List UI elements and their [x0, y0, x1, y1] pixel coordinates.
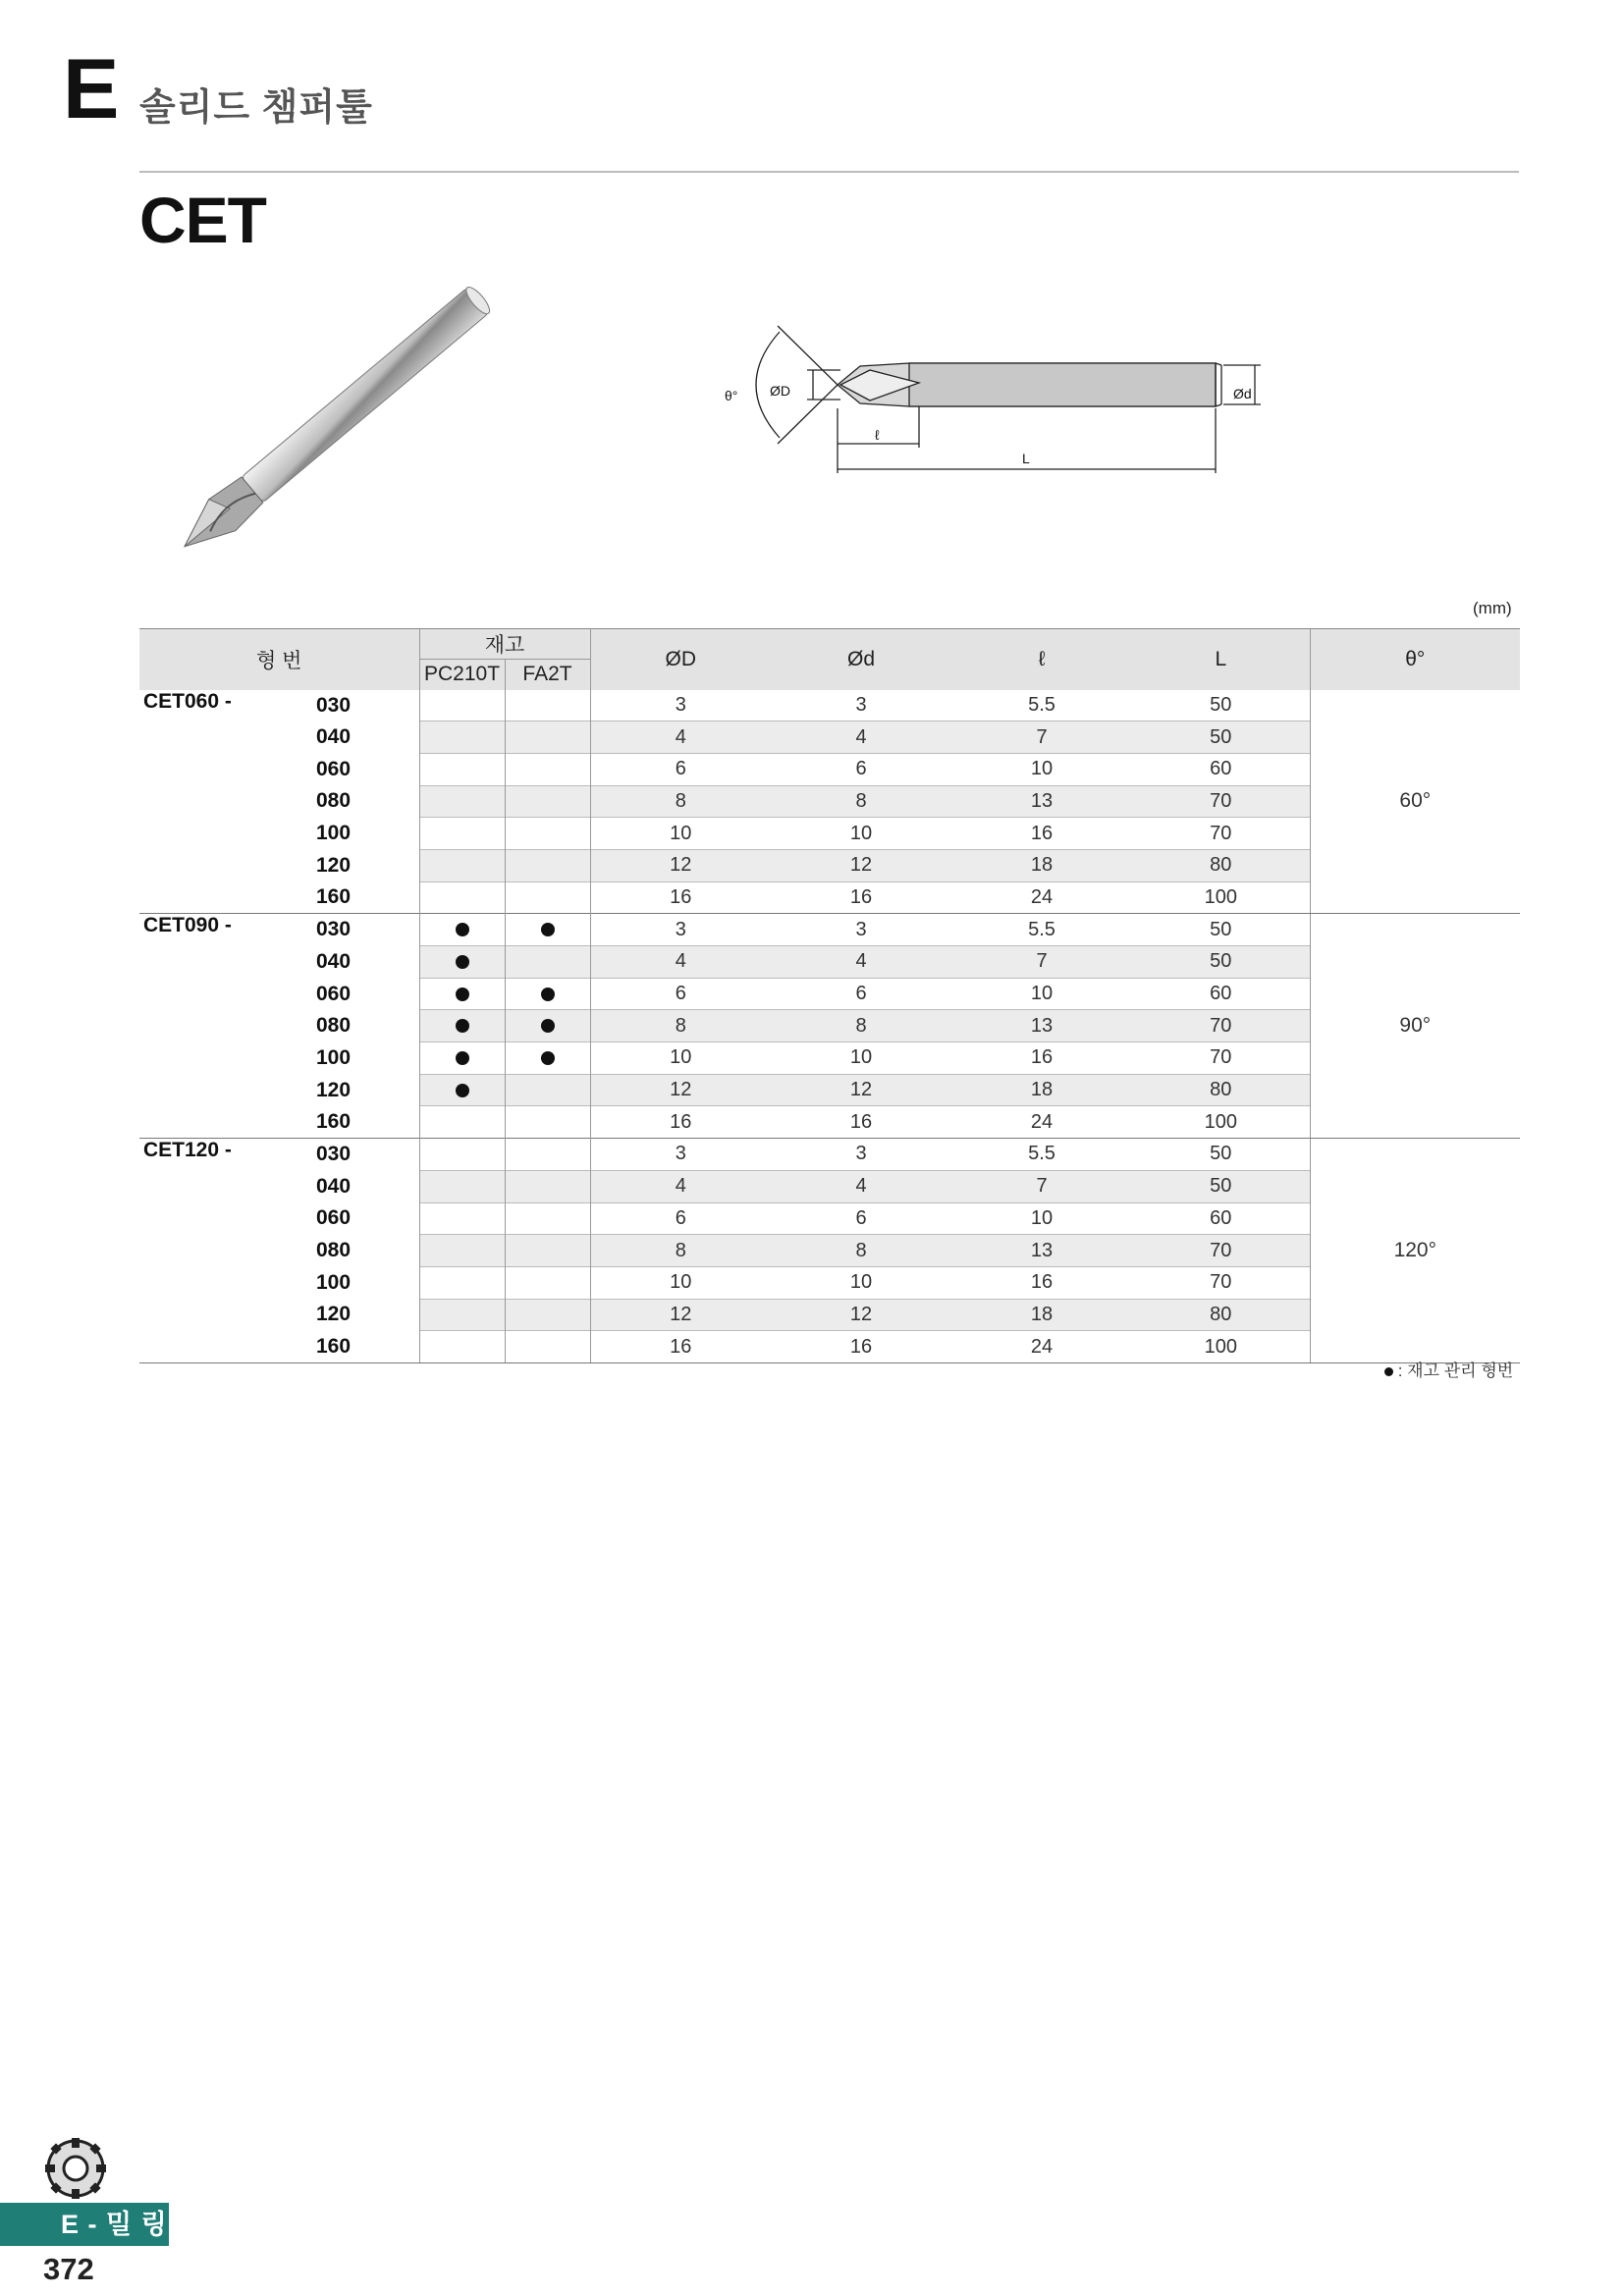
stock-fa2t-cell: [505, 690, 590, 721]
d-cell: 8: [771, 1235, 951, 1267]
d-cell: 16: [771, 1106, 951, 1139]
header-L: L: [1132, 629, 1310, 690]
angle-cell: 120°: [1310, 1139, 1520, 1363]
stock-fa2t-cell: [505, 1299, 590, 1331]
model-cell: [139, 1170, 316, 1202]
d-cell: 4: [771, 946, 951, 979]
unit-label: (mm): [1473, 599, 1512, 617]
model-cell: [139, 721, 316, 754]
l-cell: 5.5: [951, 914, 1132, 946]
l-cell: 16: [951, 818, 1132, 850]
code-cell: 080: [316, 1239, 352, 1262]
L-cell: 60: [1132, 1202, 1310, 1235]
D-cell: 10: [590, 1042, 771, 1075]
L-cell: 50: [1210, 693, 1232, 716]
code-cell: 100: [316, 1045, 352, 1069]
stock-pc210t-cell: [419, 690, 505, 721]
stock-dot-icon: [456, 923, 469, 936]
milling-cutter-icon: [43, 2136, 108, 2201]
l-cell: 13: [951, 1235, 1132, 1267]
stock-dot-icon: [541, 1019, 555, 1033]
stock-pc210t-cell: [419, 1139, 505, 1171]
stock-pc210t-cell: [419, 1106, 505, 1139]
d-cell: 6: [771, 1202, 951, 1235]
l-cell: 18: [951, 1299, 1132, 1331]
stock-fa2t-cell: [505, 978, 590, 1010]
l-cell: 10: [951, 978, 1132, 1010]
stock-fa2t-cell: [505, 753, 590, 785]
code-cell: 030: [316, 1139, 419, 1171]
header-divider: [139, 171, 1519, 173]
code-cell: 060: [316, 1206, 352, 1230]
L-cell: 50: [1132, 1170, 1310, 1202]
l-cell: 5.5: [1028, 693, 1056, 716]
code-cell: 040: [316, 949, 352, 973]
table-row: [139, 914, 1520, 946]
L-cell: 70: [1132, 1266, 1310, 1299]
l-cell: 5.5: [951, 1139, 1132, 1171]
code-cell: 080: [316, 1014, 352, 1038]
spec-table: [139, 628, 1520, 1363]
stock-pc210t-cell: [419, 1331, 505, 1363]
code-cell: 160: [316, 885, 352, 909]
d-cell: 10: [771, 818, 951, 850]
page-number: 372: [43, 2252, 94, 2286]
l-cell: 13: [951, 1010, 1132, 1042]
l-cell: 18: [951, 849, 1132, 881]
diagram-label-theta: θ°: [725, 388, 738, 403]
stock-pc210t-cell: [419, 1170, 505, 1202]
l-cell: 16: [951, 1042, 1132, 1075]
code-cell: 040: [316, 1174, 352, 1198]
section-title: 솔리드 챔퍼툴: [139, 87, 373, 129]
d-cell: 10: [771, 1042, 951, 1075]
header-pc210t: PC210T: [419, 660, 505, 690]
stock-pc210t-cell: [419, 1042, 505, 1075]
L-cell: 70: [1132, 1010, 1310, 1042]
stock-fa2t-cell: [505, 1202, 590, 1235]
model-cell: [139, 1202, 316, 1235]
d-cell: 12: [771, 1299, 951, 1331]
l-cell: 16: [951, 1266, 1132, 1299]
stock-fa2t-cell: [505, 818, 590, 850]
header-stock: 재고: [419, 629, 590, 660]
code-cell: 100: [316, 822, 352, 845]
model-cell: [139, 1266, 316, 1299]
D-cell: 16: [590, 1331, 771, 1363]
D-cell: 8: [590, 1235, 771, 1267]
header-l: ℓ: [951, 629, 1132, 690]
D-cell: 3: [675, 693, 686, 716]
d-cell: 3: [855, 693, 867, 716]
stock-fa2t-cell: [505, 1106, 590, 1139]
d-cell: 8: [771, 1010, 951, 1042]
l-cell: 7: [951, 946, 1132, 979]
angle-cell: 90°: [1310, 914, 1520, 1139]
L-cell: 100: [1132, 881, 1310, 914]
L-cell: 70: [1132, 818, 1310, 850]
model-cell: [139, 818, 316, 850]
stock-fa2t-cell: [505, 1074, 590, 1106]
d-cell: 4: [771, 1170, 951, 1202]
stock-pc210t-cell: [419, 818, 505, 850]
code-cell: 060: [316, 982, 352, 1005]
l-cell: 7: [951, 1170, 1132, 1202]
stock-dot-icon: [456, 988, 469, 1001]
code-cell: 120: [316, 853, 352, 877]
code-cell: 100: [316, 1270, 352, 1294]
D-cell: 4: [590, 721, 771, 754]
L-cell: 60: [1132, 753, 1310, 785]
model-cell: [139, 1106, 316, 1139]
dimension-diagram: [713, 314, 1282, 481]
model-cell: CET060 -: [143, 689, 232, 713]
stock-fa2t-cell: [505, 881, 590, 914]
D-cell: 6: [590, 1202, 771, 1235]
l-cell: 24: [951, 1106, 1132, 1139]
code-cell: 120: [316, 1303, 352, 1326]
stock-fa2t-cell: [505, 1170, 590, 1202]
l-cell: 10: [951, 753, 1132, 785]
D-cell: 12: [590, 1299, 771, 1331]
model-cell: CET120 -: [139, 1139, 316, 1171]
stock-dot-icon: [541, 923, 555, 936]
l-cell: 10: [951, 1202, 1132, 1235]
stock-fa2t-cell: [505, 1010, 590, 1042]
model-cell: [139, 978, 316, 1010]
d-cell: 12: [771, 1074, 951, 1106]
diagram-label-L: L: [1022, 451, 1030, 466]
stock-fa2t-cell: [505, 849, 590, 881]
header-model: 형 번: [139, 629, 419, 690]
stock-pc210t-cell: [419, 721, 505, 754]
d-cell: 6: [771, 978, 951, 1010]
diagram-label-d: Ød: [1233, 386, 1252, 401]
L-cell: 50: [1132, 721, 1310, 754]
d-cell: 3: [771, 1139, 951, 1171]
stock-pc210t-cell: [419, 946, 505, 979]
product-title: CET: [139, 184, 266, 256]
model-cell: [139, 1074, 316, 1106]
L-cell: 80: [1132, 1074, 1310, 1106]
L-cell: 50: [1132, 914, 1310, 946]
L-cell: 70: [1132, 1042, 1310, 1075]
d-cell: 16: [771, 1331, 951, 1363]
diagram-label-l: ℓ: [875, 427, 880, 443]
header-fa2t: FA2T: [505, 660, 590, 690]
stock-fa2t-cell: [505, 946, 590, 979]
d-cell: 4: [771, 721, 951, 754]
model-cell: [139, 1299, 316, 1331]
D-cell: 6: [590, 753, 771, 785]
stock-dot-icon: [456, 1084, 469, 1097]
stock-pc210t-cell: [419, 1235, 505, 1267]
section-letter: E: [63, 42, 120, 136]
section-tab[interactable]: E - 밀 링: [0, 2203, 169, 2246]
l-cell: 24: [951, 881, 1132, 914]
D-cell: 3: [590, 914, 771, 946]
angle-cell: 60°: [1310, 690, 1520, 914]
L-cell: 50: [1132, 1139, 1310, 1171]
stock-fa2t-cell: [505, 1266, 590, 1299]
d-cell: 3: [771, 914, 951, 946]
D-cell: 8: [590, 1010, 771, 1042]
d-cell: 12: [771, 849, 951, 881]
stock-pc210t-cell: [419, 881, 505, 914]
stock-fa2t-cell: [505, 721, 590, 754]
stock-pc210t-cell: [419, 1299, 505, 1331]
stock-pc210t-cell: [419, 1074, 505, 1106]
stock-fa2t-cell: [505, 785, 590, 818]
model-cell: CET090 -: [139, 914, 316, 946]
code-cell: 160: [316, 1110, 352, 1134]
header-D: ØD: [590, 629, 771, 690]
L-cell: 50: [1132, 946, 1310, 979]
L-cell: 60: [1132, 978, 1310, 1010]
legend-dot-icon: [1384, 1367, 1393, 1376]
code-cell: 040: [316, 725, 352, 749]
D-cell: 4: [590, 946, 771, 979]
d-cell: 8: [771, 785, 951, 818]
code-cell: 060: [316, 757, 352, 780]
stock-dot-icon: [541, 988, 555, 1001]
stock-fa2t-cell: [505, 1331, 590, 1363]
stock-fa2t-cell: [505, 1042, 590, 1075]
L-cell: 100: [1132, 1106, 1310, 1139]
stock-dot-icon: [456, 1051, 469, 1065]
stock-pc210t-cell: [419, 785, 505, 818]
legend: [1384, 1357, 1513, 1381]
L-cell: 100: [1132, 1331, 1310, 1363]
tool-photo: [157, 275, 520, 560]
model-cell: [139, 881, 316, 914]
model-cell: [139, 753, 316, 785]
model-cell: [139, 1331, 316, 1363]
D-cell: 3: [590, 1139, 771, 1171]
stock-fa2t-cell: [505, 1139, 590, 1171]
model-cell: [139, 1042, 316, 1075]
stock-dot-icon: [456, 955, 469, 969]
code-cell: 030: [316, 693, 352, 717]
code-cell: 160: [316, 1331, 419, 1363]
l-cell: 24: [951, 1331, 1132, 1363]
code-cell: 120: [316, 1078, 352, 1101]
stock-pc210t-cell: [419, 1010, 505, 1042]
stock-pc210t-cell: [419, 753, 505, 785]
stock-dot-icon: [541, 1051, 555, 1065]
d-cell: 10: [771, 1266, 951, 1299]
D-cell: 10: [590, 1266, 771, 1299]
diagram-label-D: ØD: [770, 383, 790, 399]
D-cell: 12: [590, 1074, 771, 1106]
model-cell: [139, 1235, 316, 1267]
model-cell: [139, 946, 316, 979]
header-theta: θ°: [1310, 629, 1520, 690]
D-cell: 4: [590, 1170, 771, 1202]
L-cell: 70: [1132, 785, 1310, 818]
D-cell: 8: [590, 785, 771, 818]
stock-pc210t-cell: [419, 978, 505, 1010]
stock-dot-icon: [456, 1019, 469, 1033]
stock-fa2t-cell: [505, 1235, 590, 1267]
L-cell: 70: [1132, 1235, 1310, 1267]
stock-pc210t-cell: [419, 1202, 505, 1235]
L-cell: 80: [1132, 849, 1310, 881]
l-cell: 7: [951, 721, 1132, 754]
l-cell: 18: [951, 1074, 1132, 1106]
model-cell: [139, 1010, 316, 1042]
header-d: Ød: [771, 629, 951, 690]
legend-text: : 재고 관리 형번: [1397, 1362, 1514, 1380]
stock-pc210t-cell: [419, 914, 505, 946]
table-row: [139, 690, 1520, 721]
stock-fa2t-cell: [505, 914, 590, 946]
l-cell: 13: [951, 785, 1132, 818]
D-cell: 16: [590, 1106, 771, 1139]
D-cell: 12: [590, 849, 771, 881]
d-cell: 6: [771, 753, 951, 785]
D-cell: 6: [590, 978, 771, 1010]
model-cell: [139, 785, 316, 818]
d-cell: 16: [771, 881, 951, 914]
model-cell: [139, 849, 316, 881]
D-cell: 16: [590, 881, 771, 914]
L-cell: 80: [1132, 1299, 1310, 1331]
code-cell: 080: [316, 789, 352, 813]
D-cell: 10: [590, 818, 771, 850]
stock-pc210t-cell: [419, 849, 505, 881]
table-row: [139, 1139, 1520, 1171]
code-cell: 030: [316, 914, 419, 946]
stock-pc210t-cell: [419, 1266, 505, 1299]
